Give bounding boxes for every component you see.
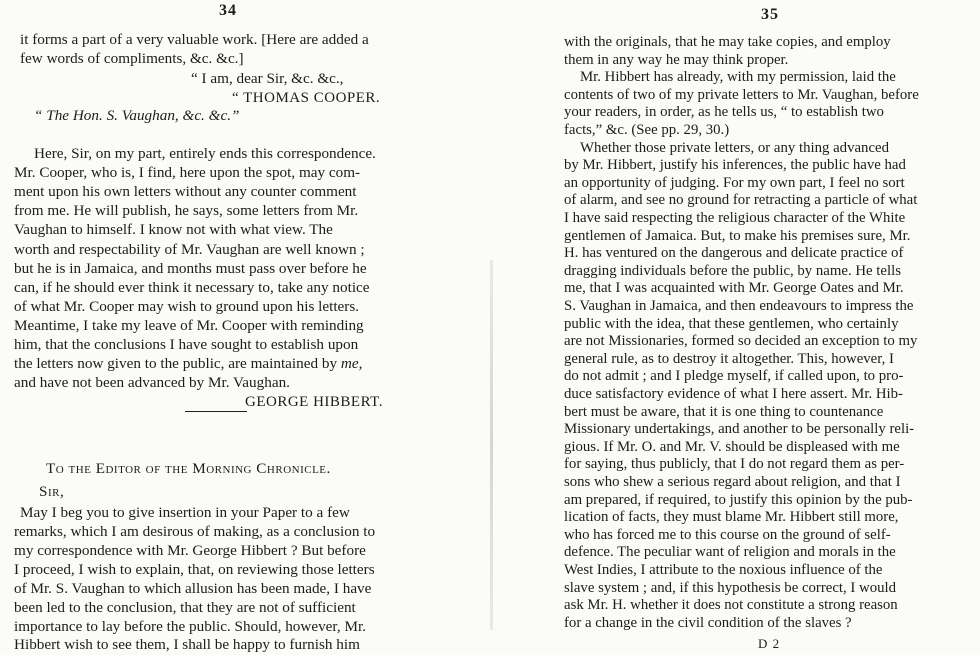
- text-line: remarks, which I am desirous of making, as a conclusion to: [14, 523, 376, 540]
- text-line: facts,” &c. (See pp. 29, 30.): [564, 122, 730, 138]
- text-line: contents of two of my private letters to Mr. Vaughan, before: [564, 86, 919, 103]
- salutation: Sir,: [39, 483, 65, 500]
- text-line: from me. He will publish, he says, some letters from Mr.: [14, 202, 359, 219]
- text-line: do not admit ; and I pledge myself, if called upon, to pro-: [564, 368, 904, 385]
- text-line: worth and respectability of Mr. Vaughan are well known ;: [14, 241, 365, 258]
- text-line: but he is in Jamaica, and months must pass over before he: [14, 260, 367, 277]
- text-line: S. Vaughan in Jamaica, and then endeavours to impress the: [564, 298, 914, 314]
- text-line: defence. The peculiar want of religion and morals in the: [564, 544, 896, 561]
- text-line: me, that I was acquainted with Mr. George Oates and Mr.: [564, 280, 904, 297]
- text-line: importance to lay before the public. Should, however, Mr.: [14, 618, 366, 635]
- text-line: been led to the conclusion, that they are not of sufficient: [14, 599, 356, 616]
- page-number-right: 35: [761, 6, 779, 23]
- text-line: public with the idea, that these gentlemen, who certainly: [564, 315, 899, 332]
- text-line: West Indies, I attribute to the noxious influence of the: [564, 562, 883, 578]
- text-line: Missionary undertakings, and another to be personally reli-: [564, 421, 915, 438]
- text-line: them in any way he may think proper.: [564, 51, 789, 68]
- text-line: dragging individuals before the public, by name. He tells: [564, 262, 901, 279]
- text-line: Whether those private letters, or any thing advanced: [580, 139, 889, 156]
- text-line: are not Missionaries, formed so decided an exception to my: [564, 333, 918, 350]
- text-line: for a change in the civil condition of the slaves ?: [564, 614, 852, 631]
- section-divider: [185, 411, 247, 412]
- page-number-left: 34: [219, 2, 237, 19]
- text-line: ask Mr. H. whether it does not constitute a strong reason: [564, 597, 898, 614]
- text-line: who has forced me to this course on the ground of self-: [564, 526, 891, 543]
- text-line: Vaughan to himself. I know not with what view. The: [14, 221, 333, 238]
- signature-mark: D 2: [758, 636, 781, 651]
- text-line: my correspondence with Mr. George Hibbert ? But before: [14, 542, 366, 559]
- text-line: gentlemen of Jamaica. But, to make his premises sure, Mr.: [564, 227, 911, 244]
- right-page: [520, 0, 980, 654]
- text-line: for saying, thus publicly, that I do not regard them as per-: [564, 456, 905, 473]
- text-line: sons who shew a serious regard about religion, and that I: [564, 474, 901, 490]
- text-line: “ The Hon. S. Vaughan, &c. &c.”: [34, 107, 240, 124]
- book-gutter: [490, 260, 493, 630]
- text-line: May I beg you to give insertion in your Paper to a few: [20, 504, 350, 521]
- text-line: of alarm, and see no ground for retracting a particle of what: [564, 192, 918, 209]
- signature: GEORGE HIBBERT.: [245, 394, 383, 410]
- text-line: the letters now given to the public, are maintained by me,: [14, 355, 363, 372]
- left-page: [0, 0, 470, 654]
- text-line: “ THOMAS COOPER.: [232, 90, 381, 106]
- text-line: Hibbert wish to see them, I shall be happy to furnish him: [14, 636, 360, 653]
- text-line: gious. If Mr. O. and Mr. V. should be displeased with me: [564, 438, 900, 455]
- text-line: of what Mr. Cooper may wish to ground upon his letters.: [14, 298, 360, 315]
- text-line: Meantime, I take my leave of Mr. Cooper with reminding: [14, 317, 364, 334]
- text-line: Here, Sir, on my part, entirely ends this correspondence.: [34, 145, 376, 162]
- text-line: duce satisfactory evidence of what I here assert. Mr. Hib-: [564, 386, 903, 402]
- text-line: H. has ventured on the dangerous and delicate practice of: [564, 245, 904, 262]
- text-line: of Mr. S. Vaughan to which allusion has been made, I have: [14, 580, 372, 597]
- text-line: I proceed, I wish to explain, that, on reviewing those letters: [14, 561, 375, 578]
- text-line: can, if he should ever think it necessary to, take any notice: [14, 279, 370, 296]
- text-line: your readers, in order, as he tells us, “ to establish two: [564, 104, 884, 121]
- text-line: general rule, as to destroy it altogether. This, however, I: [564, 350, 894, 367]
- text-line: by Mr. Hibbert, justify his inferences, the public have had: [564, 157, 906, 174]
- text-line: Mr. Hibbert has already, with my permission, laid the: [580, 69, 896, 86]
- text-line: with the originals, that he may take copies, and employ: [564, 34, 891, 50]
- text-line: ment upon his own letters without any counter comment: [14, 183, 357, 200]
- text-line: him, that the conclusions I have sought to establish upon: [14, 336, 359, 353]
- text-line: an opportunity of judging. For my own part, I feel no sort: [564, 174, 905, 191]
- text-line: lication of facts, they must blame Mr. Hibbert still more,: [564, 509, 899, 526]
- text-line: slave system ; and, if this hypothesis be correct, I would: [564, 579, 897, 596]
- text-line: few words of compliments, &c. &c.]: [20, 50, 244, 67]
- text-line: bert must be aware, that it is one thing to countenance: [564, 403, 884, 420]
- text-line: and have not been advanced by Mr. Vaughan.: [14, 374, 290, 391]
- text-line: “ I am, dear Sir, &c. &c.,: [191, 70, 344, 87]
- text-line: Mr. Cooper, who is, I find, here upon the spot, may com-: [14, 164, 361, 181]
- text-line: it forms a part of a very valuable work. [Here are added a: [20, 31, 369, 48]
- text-line: I have said respecting the religious character of the White: [564, 210, 906, 226]
- text-line: am prepared, if required, to justify this opinion by the pub-: [564, 491, 913, 508]
- section-heading: To the Editor of the Morning Chronicle.: [46, 460, 331, 477]
